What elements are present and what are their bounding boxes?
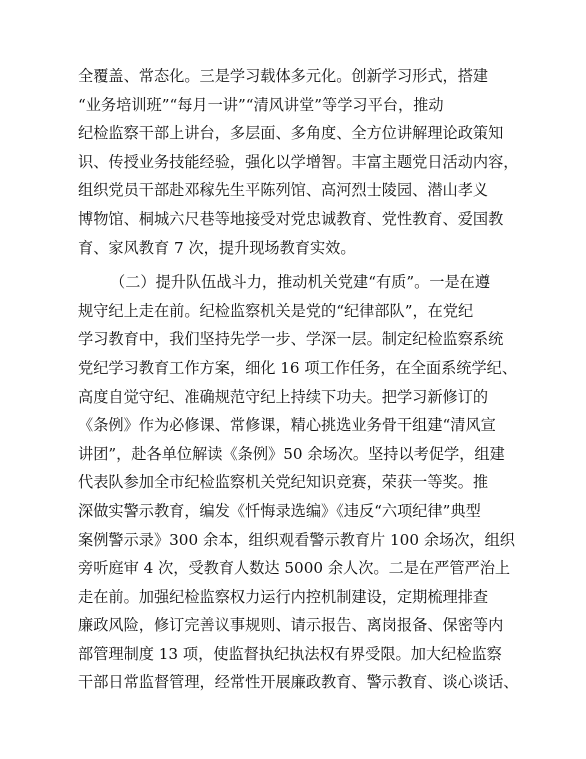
text-line: 博物馆、桐城六尺巷等地接受对党忠诚教育、党性教育、爱国教 xyxy=(78,209,504,228)
text-line: 走在前。加强纪检监察权力运行内控机制建设，定期梳理排查 xyxy=(78,587,489,606)
paragraph-team-combat-effectiveness xyxy=(78,268,520,697)
text-line: 纪检监察干部上讲台，多层面、多角度、全方位讲解理论政策知 xyxy=(78,124,504,143)
text-line: 规守纪上走在前。纪检监察机关是党的“纪律部队”，在党纪 xyxy=(78,301,474,320)
text-line: 讲团”，赴各单位解读《条例》50 余场次。坚持以考促学，组建 xyxy=(78,444,505,463)
section-heading-line: （二）提升队伍战斗力，推动机关党建“有质”。一是在遵 xyxy=(110,273,491,292)
text-line: 代表队参加全市纪检监察机关党纪知识竞赛，荣获一等奖。推 xyxy=(78,473,489,492)
text-line: 育、家风教育 7 次，提升现场教育实效。 xyxy=(78,238,356,257)
text-line: 旁听庭审 4 次，受教育人数达 5000 余人次。二是在严管严治上 xyxy=(78,559,511,578)
text-line: 部管理制度 13 项，使监督执纪执法权有界受限。加大纪检监察 xyxy=(78,644,502,663)
text-line: 全覆盖、常态化。三是学习载体多元化。创新学习形式，搭建 xyxy=(78,67,489,85)
text-line: 廉政风险，修订完善议事规则、请示报告、离岗报备、保密等内 xyxy=(78,616,504,635)
text-line: 干部日常监督管理，经常性开展廉政教育、警示教育、谈心谈话、 xyxy=(78,673,519,692)
text-line: 《条例》作为必修课、常修课，精心挑选业务骨干组建“清风宣 xyxy=(78,416,496,435)
text-line: 党纪学习教育工作方案，细化 16 项工作任务，在全面系统学纪、 xyxy=(78,358,518,377)
text-line: 组织党员干部赴邓稼先生平陈列馆、高河烈士陵园、潜山孝义 xyxy=(78,181,489,200)
paragraph-learning-carriers xyxy=(78,62,520,262)
text-line: 案例警示录》300 余本，组织观看警示教育片 100 余场次，组织 xyxy=(78,530,515,549)
text-line: “业务培训班”“每月一讲”“清风讲堂”等学习平台，推动 xyxy=(78,95,444,114)
text-line: 学习教育中，我们坚持先学一步、学深一层。制定纪检监察系统 xyxy=(78,330,504,349)
text-line: 深做实警示教育，编发《忏悔录选编》《违反“六项纪律”典型 xyxy=(78,501,481,520)
text-line: 高度自觉守纪、准确规范守纪上持续下功夫。把学习新修订的 xyxy=(78,387,489,406)
text-line: 识、传授业务技能经验，强化以学增智。丰富主题党日活动内容， xyxy=(78,152,519,171)
